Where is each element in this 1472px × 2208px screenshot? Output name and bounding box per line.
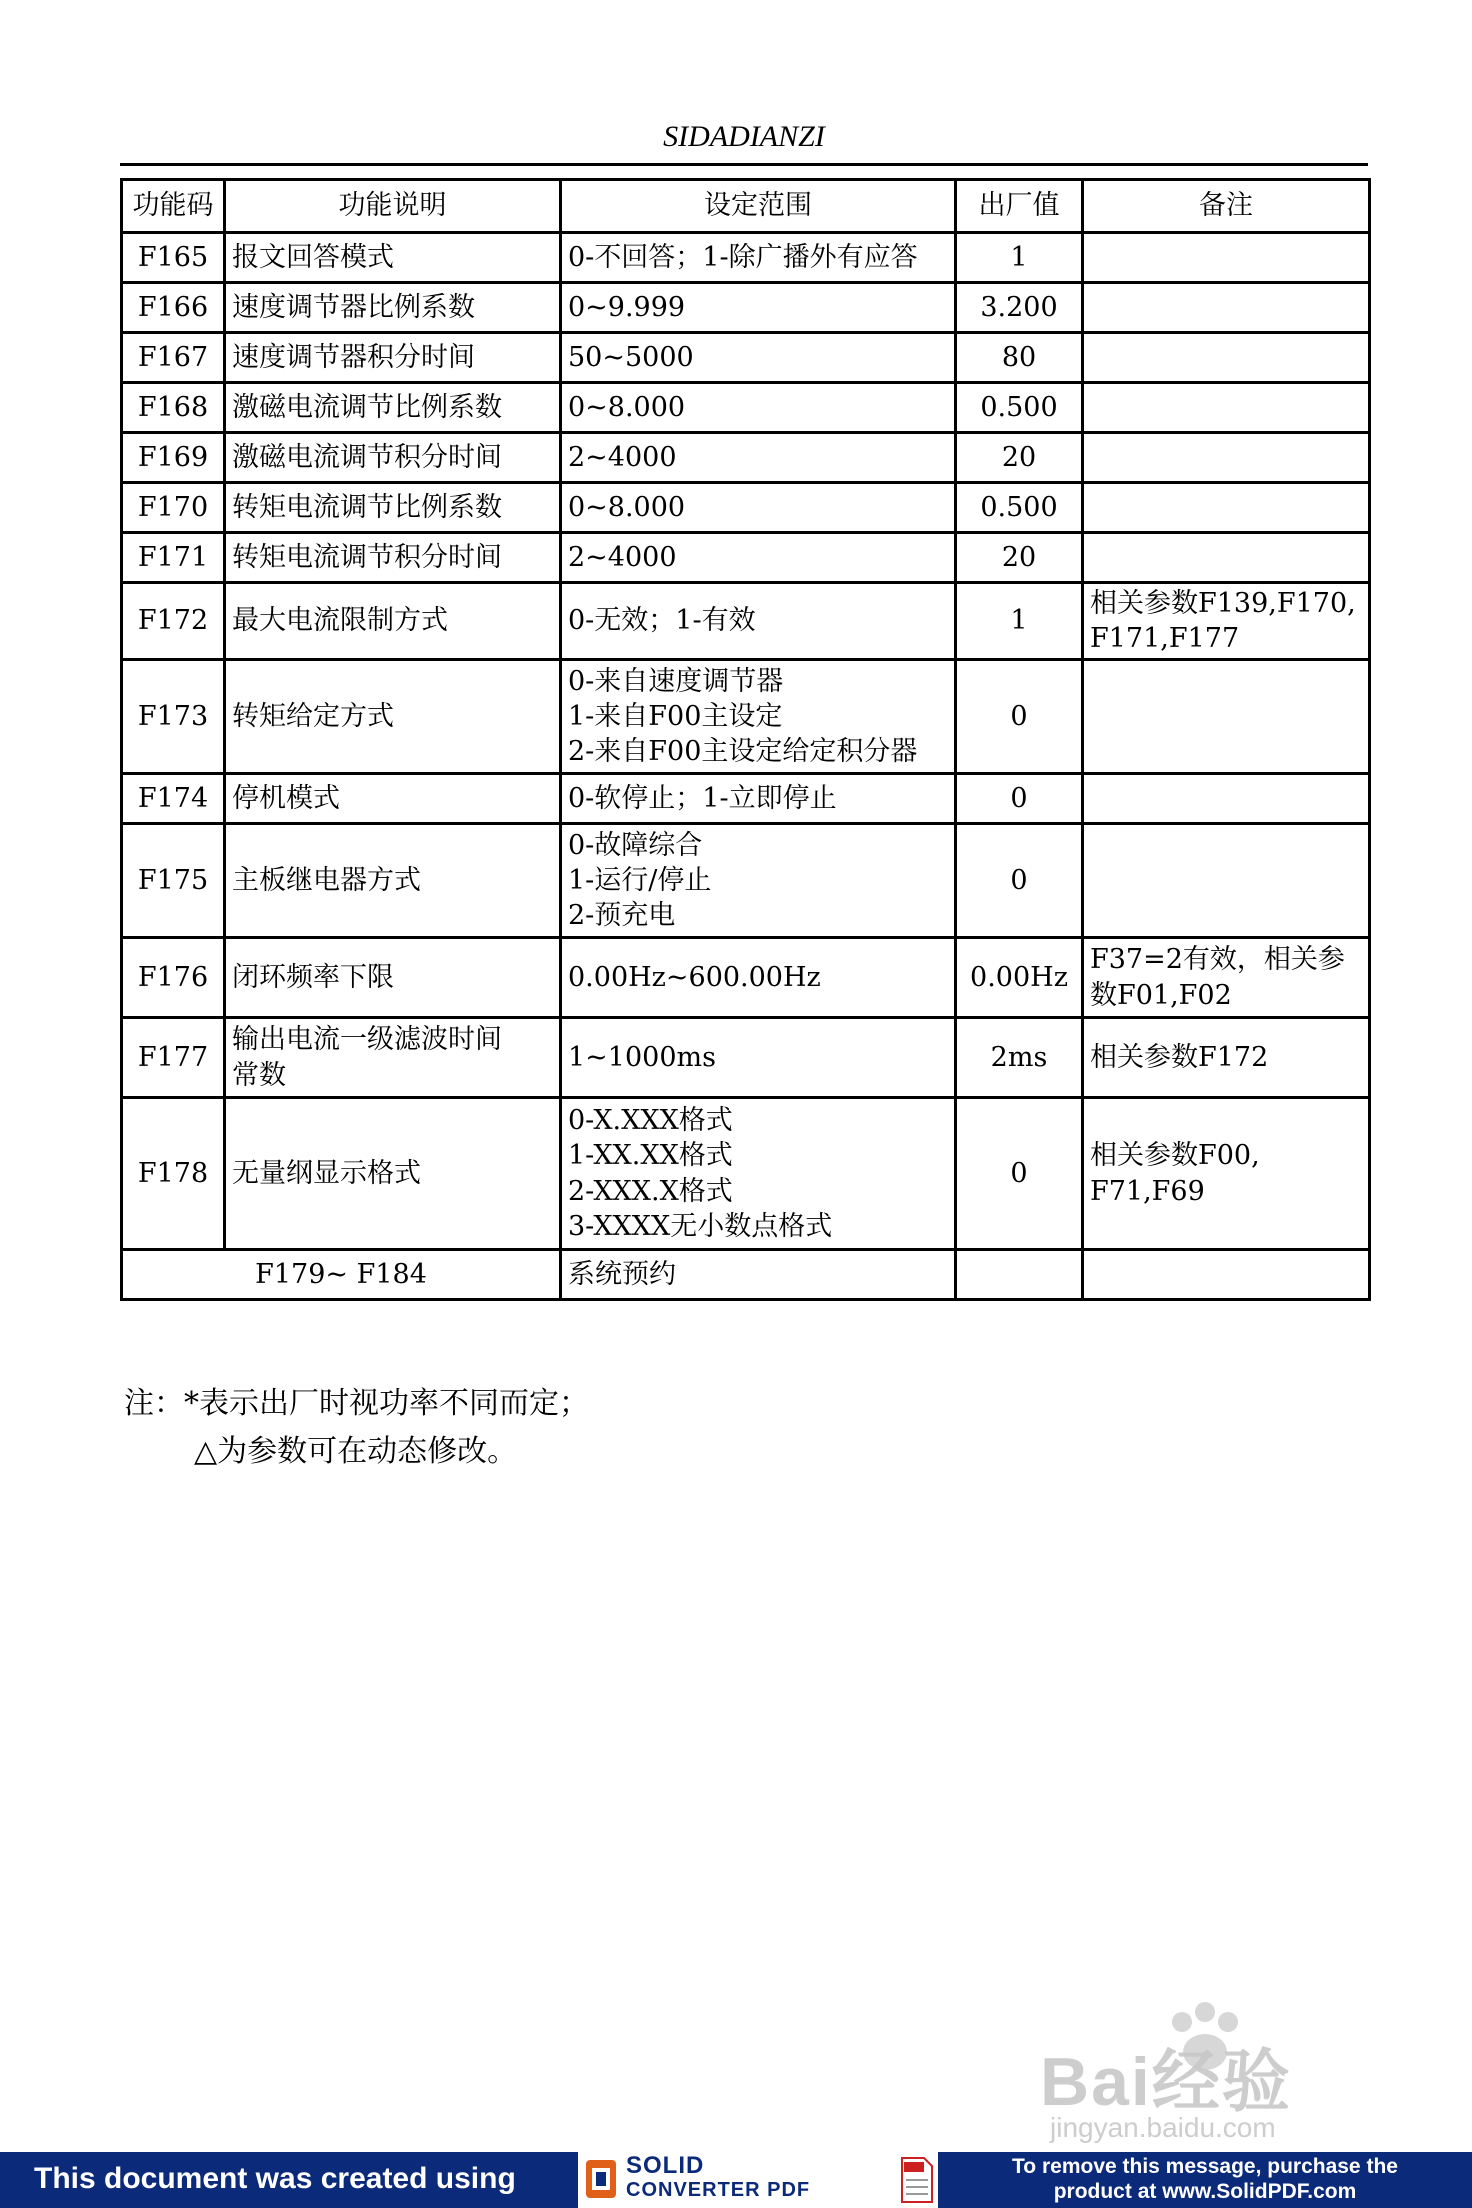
watermark-brand: Bai经验 [1040,2044,1292,2120]
cell-description [225,483,561,533]
cell-description [225,433,561,483]
cell-description [225,533,561,583]
cell-default: 0.00Hz [956,938,1083,1018]
cell-code: F174 [122,774,225,824]
cell-line: 主板继电器方式 [232,864,421,896]
cell-line: 转矩电流调节比例系数 [232,491,502,523]
cell-code: F171 [122,533,225,583]
cell-note [1083,660,1370,774]
cell-note [1083,483,1370,533]
solid-converter-logo[interactable] [578,2152,938,2208]
table-row [122,483,1370,533]
cell-range [561,383,956,433]
reserved-note [1083,1250,1370,1300]
table-row [122,774,1370,824]
cell-description [225,233,561,283]
cell-line: 相关参数F00, [1090,1140,1260,1172]
reserved-default [956,1250,1083,1300]
reserved-code: F179~ F184 [122,1250,561,1300]
cell-range [561,774,956,824]
cell-default: 80 [956,333,1083,383]
converter-banner [0,2152,1472,2208]
cell-note [1083,433,1370,483]
header-default: 出厂值 [956,180,1083,233]
cell-line: 激磁电流调节积分时间 [232,441,502,473]
cell-note [1083,383,1370,433]
cell-line: 0~8.000 [568,491,686,523]
logo-line-2: CONVERTER PDF [626,2179,811,2201]
cell-line: 0-软停止；1-立即停止 [568,782,837,814]
cell-line: 相关参数F172 [1090,1041,1269,1073]
cell-range [561,433,956,483]
cell-note [1083,1018,1370,1098]
pdf-document-icon [900,2156,934,2204]
cell-default: 0 [956,660,1083,774]
cell-default: 0 [956,774,1083,824]
header-code: 功能码 [122,180,225,233]
cell-line: 闭环频率下限 [232,961,394,993]
cell-range [561,938,956,1018]
cell-description [225,283,561,333]
cell-code: F172 [122,583,225,660]
cell-description [225,383,561,433]
cell-line: 2-XXX.X格式 [568,1175,733,1207]
cell-line: 0~8.000 [568,391,686,423]
cell-range [561,660,956,774]
cell-code: F169 [122,433,225,483]
cell-description [225,583,561,660]
cell-default: 20 [956,433,1083,483]
table-row [122,1018,1370,1098]
table-header-row [122,180,1370,233]
cell-default: 0 [956,1098,1083,1250]
table-row [122,283,1370,333]
banner-left-text: This document was created using [34,2162,516,2195]
cell-line: 常数 [232,1059,286,1091]
cell-note [1083,533,1370,583]
cell-line: 激磁电流调节比例系数 [232,391,502,423]
cell-line: 2-来自F00主设定给定积分器 [568,736,918,768]
cell-range [561,1098,956,1250]
cell-code: F170 [122,483,225,533]
cell-default: 1 [956,583,1083,660]
cell-description [225,1018,561,1098]
cell-default: 1 [956,233,1083,283]
cell-line: 0-来自速度调节器 [568,665,784,697]
cell-line: 3-XXXX无小数点格式 [568,1210,833,1242]
cell-line: 转矩给定方式 [232,700,394,732]
cell-code: F168 [122,383,225,433]
cell-line: 0-无效；1-有效 [568,605,756,637]
watermark-url: jingyan.baidu.com [1050,2112,1276,2143]
footnote-line-2: △为参数可在动态修改。 [194,1434,518,1469]
cell-line: 输出电流一级滤波时间 [232,1024,502,1056]
cell-line: 转矩电流调节积分时间 [232,541,502,573]
cell-range [561,583,956,660]
table-row [122,660,1370,774]
baidu-watermark [1040,2000,1380,2143]
header-description: 功能说明 [225,180,561,233]
table-row [122,533,1370,583]
cell-line: 速度调节器比例系数 [232,291,475,323]
cell-default: 0 [956,824,1083,938]
cell-default: 3.200 [956,283,1083,333]
cell-line: 数F01,F02 [1090,979,1232,1011]
logo-line-1: SOLID [626,2152,705,2179]
table-row [122,1098,1370,1250]
cell-code: F176 [122,938,225,1018]
cell-line: 0.00Hz~600.00Hz [568,961,821,993]
table-row [122,383,1370,433]
cell-line: 1-XX.XX格式 [568,1140,733,1172]
footnote [124,1380,589,1476]
header-rule [120,163,1368,166]
cell-line: 1-运行/停止 [568,864,712,896]
cell-default: 0.500 [956,383,1083,433]
cell-line: F171,F177 [1090,623,1240,654]
cell-code: F167 [122,333,225,383]
cell-description [225,333,561,383]
cell-line: 0-X.XXX格式 [568,1105,733,1137]
cell-line: F71,F69 [1090,1175,1205,1207]
cell-note [1083,583,1370,660]
cell-line: 1-来自F00主设定 [568,700,783,732]
cell-range [561,483,956,533]
header-note: 备注 [1083,180,1370,233]
cell-code: F165 [122,233,225,283]
cell-code: F178 [122,1098,225,1250]
cell-range [561,533,956,583]
cell-note [1083,283,1370,333]
cell-note [1083,1098,1370,1250]
cell-range [561,283,956,333]
cell-note [1083,824,1370,938]
cell-description [225,660,561,774]
cell-note [1083,938,1370,1018]
banner-right-line-1: To remove this message, purchase the [1012,2155,1398,2178]
cell-description [225,1098,561,1250]
cell-range [561,233,956,283]
banner-right-text[interactable] [950,2154,1460,2204]
cell-line: 最大电流限制方式 [232,605,448,637]
cell-description [225,938,561,1018]
cell-default: 0.500 [956,483,1083,533]
cell-description [225,824,561,938]
cell-line: 报文回答模式 [232,241,394,273]
cell-code: F175 [122,824,225,938]
cell-line: 速度调节器积分时间 [232,341,475,373]
cell-line: 2~4000 [568,441,677,473]
cell-line: 相关参数F139,F170, [1090,587,1356,619]
cell-line: 1~1000ms [568,1041,716,1073]
cell-line: 0-故障综合 [568,829,703,861]
cell-range [561,333,956,383]
cell-range [561,824,956,938]
cell-line: F37=2有效，相关参 [1090,944,1345,976]
cell-note [1083,333,1370,383]
table-row [122,583,1370,660]
table-row [122,233,1370,283]
cell-default: 2ms [956,1018,1083,1098]
cell-line: 2-预充电 [568,900,676,932]
reserved-range: 系统预约 [561,1250,956,1300]
cell-line: 无量纲显示格式 [232,1157,421,1189]
table-row [122,333,1370,383]
banner-right-line-2: product at www.SolidPDF.com [1053,2180,1357,2203]
cell-line: 0-不回答；1-除广播外有应答 [568,241,918,273]
cell-note [1083,233,1370,283]
cell-line: 0~9.999 [568,291,686,323]
page-header-title: SIDADIANZI [663,120,825,153]
cell-note [1083,774,1370,824]
cell-default: 20 [956,533,1083,583]
cell-range [561,1018,956,1098]
table-body [122,233,1370,1250]
cell-code: F177 [122,1018,225,1098]
solid-logo-icon [584,2158,620,2202]
header-range: 设定范围 [561,180,956,233]
table-row [122,938,1370,1018]
cell-code: F166 [122,283,225,333]
table-row [122,433,1370,483]
table-row [122,824,1370,938]
cell-line: 2~4000 [568,541,677,573]
cell-code: F173 [122,660,225,774]
logo-text [626,2154,810,2202]
parameter-table [120,178,1371,1301]
cell-line: 停机模式 [232,782,340,814]
cell-line: 50~5000 [568,341,694,373]
cell-description [225,774,561,824]
reserved-row [122,1250,1370,1300]
footnote-line-1: 注：*表示出厂时视功率不同而定； [124,1386,589,1421]
